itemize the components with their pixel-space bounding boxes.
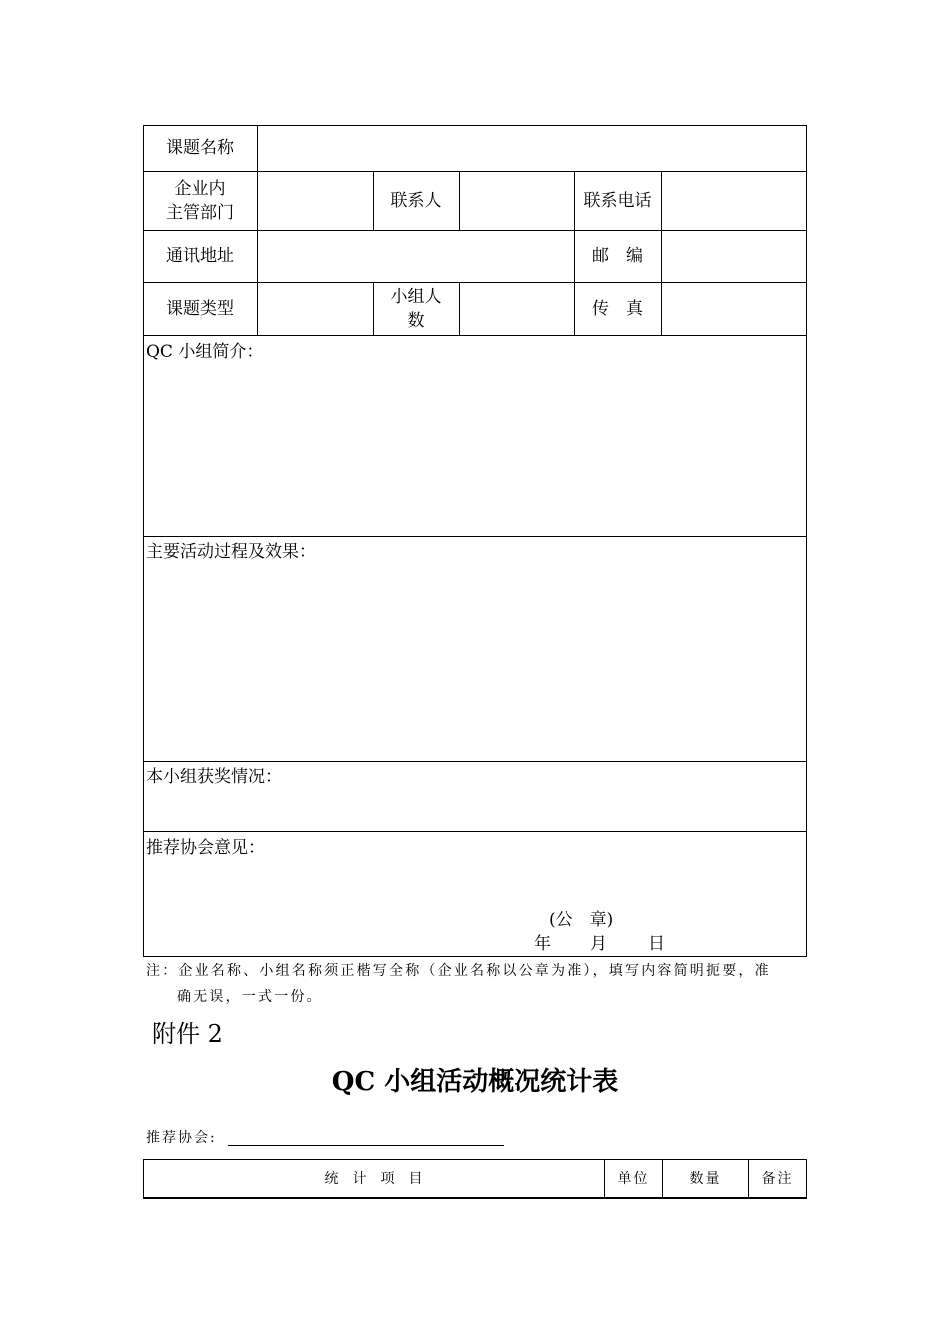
form-row-divider (143, 831, 807, 832)
seal-text: (公 章) (549, 910, 614, 930)
group-size-label-line1: 小组人 (390, 286, 442, 307)
form-row-divider (143, 761, 807, 762)
postcode-label: 邮 编 (592, 246, 643, 266)
activity-label: 主要活动过程及效果： (146, 542, 316, 562)
group-size-field[interactable] (460, 283, 574, 335)
group-size-label-line2: 数 (407, 310, 425, 331)
stats-header-unit: 单位 (617, 1171, 650, 1187)
topic-type-label: 课题类型 (166, 298, 234, 319)
topic-type-field[interactable] (258, 283, 373, 335)
date-month: 月 (590, 934, 607, 954)
fax-label: 传 真 (592, 298, 643, 319)
topic-name-label: 课题名称 (166, 138, 234, 158)
awards-field[interactable] (144, 791, 806, 831)
address-label: 通讯地址 (166, 246, 234, 266)
date-year: 年 (534, 934, 551, 954)
stats-header-item: 统 计 项 目 (324, 1171, 423, 1187)
intro-field[interactable] (144, 366, 806, 536)
contact-field[interactable] (460, 172, 574, 230)
date-day: 日 (648, 934, 665, 954)
awards-label: 本小组获奖情况： (146, 767, 282, 787)
stats-title: QC 小组活动概况统计表 (331, 1067, 619, 1097)
form-row-divider (143, 335, 807, 336)
address-field[interactable] (258, 231, 574, 282)
intro-label: QC 小组简介： (146, 342, 264, 362)
attachment-label: 附件 2 (152, 1020, 223, 1048)
dept-label-line2: 主管部门 (166, 202, 234, 223)
contact-label: 联系人 (390, 190, 442, 211)
stats-header-quantity: 数量 (689, 1171, 722, 1187)
group-size-label (373, 282, 459, 335)
dept-field[interactable] (258, 172, 373, 230)
activity-field[interactable] (144, 566, 806, 761)
form-row-divider (143, 536, 807, 537)
association-field[interactable] (228, 1130, 504, 1146)
contact-phone-field[interactable] (662, 172, 806, 230)
opinion-label: 推荐协会意见： (146, 838, 265, 858)
stats-header-remarks: 备注 (761, 1171, 794, 1187)
postcode-field[interactable] (662, 231, 806, 282)
association-label: 推荐协会: (146, 1130, 217, 1146)
form-note-line1: 注：企业名称、小组名称须正楷写全称（企业名称以公章为准），填写内容简明扼要，准 (146, 963, 771, 979)
dept-label-line1: 企业内 (174, 178, 226, 199)
form-note-line2: 确无误，一式一份。 (177, 989, 323, 1005)
contact-phone-label: 联系电话 (583, 190, 652, 211)
opinion-field[interactable] (144, 862, 806, 902)
topic-name-field[interactable] (258, 126, 806, 171)
fax-field[interactable] (662, 283, 806, 335)
dept-label (143, 171, 257, 230)
